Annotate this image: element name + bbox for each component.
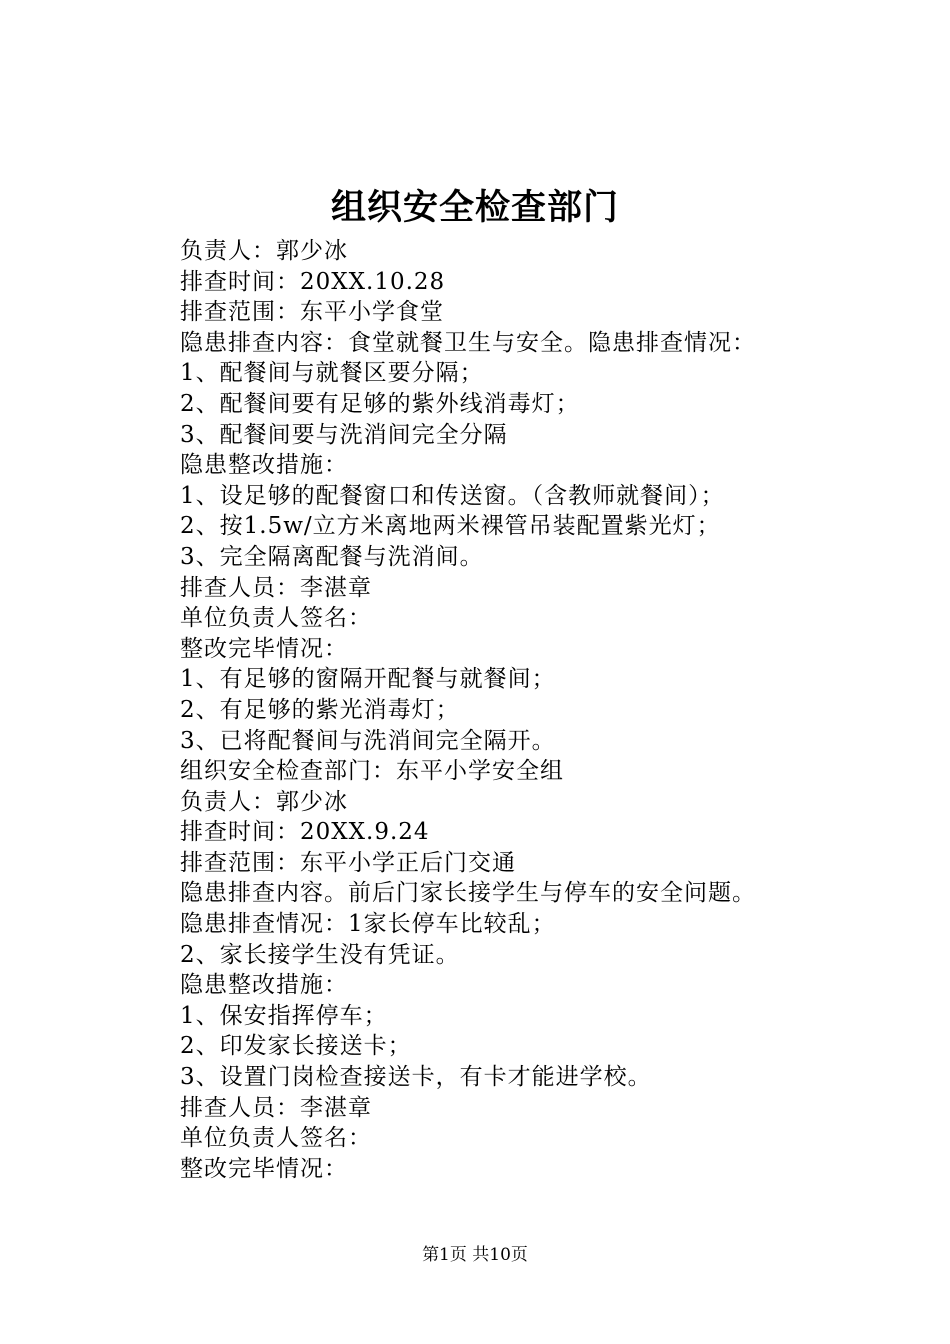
document-line: 隐患整改措施： [180, 452, 348, 479]
document-line: 3、设置门岗检查接送卡，有卡才能进学校。 [180, 1064, 652, 1091]
document-line: 隐患整改措施： [180, 972, 348, 999]
document-line: 1、设足够的配餐窗口和传送窗。（含教师就餐间）； [180, 482, 725, 509]
document-line: 整改完毕情况： [180, 635, 348, 662]
document-line: 排查人员：李湛章 [180, 574, 372, 601]
document-line: 3、完全隔离配餐与洗消间。 [180, 543, 484, 570]
document-line: 排查范围：东平小学食堂 [180, 299, 444, 326]
document-line: 排查范围：东平小学正后门交通 [180, 849, 516, 876]
document-line: 2、按1.5w/立方米离地两米裸管吊装配置紫光灯； [180, 513, 721, 540]
document-line: 2、配餐间要有足够的紫外线消毒灯； [180, 390, 580, 417]
document-title: 组织安全检查部门 [330, 187, 619, 228]
document-line: 3、配餐间要与洗消间完全分隔 [180, 421, 508, 448]
document-line: 排查时间：20XX.9.24 [180, 819, 430, 846]
document-line: 1、配餐间与就餐区要分隔； [180, 360, 484, 387]
document-body [180, 236, 820, 1184]
document-line: 组织安全检查部门：东平小学安全组 [180, 758, 564, 785]
document-line: 单位负责人签名： [180, 605, 372, 632]
document-line: 隐患排查内容：食堂就餐卫生与安全。隐患排查情况： [180, 329, 756, 356]
document-line: 负责人：郭少冰 [180, 238, 348, 264]
document-line: 排查人员：李湛章 [180, 1094, 372, 1121]
document-line: 单位负责人签名： [180, 1125, 372, 1152]
document-line: 1、保安指挥停车； [180, 1002, 388, 1029]
document-line: 隐患排查情况：1家长停车比较乱； [180, 911, 556, 938]
document-line: 整改完毕情况： [180, 1155, 348, 1182]
document-line: 2、印发家长接送卡； [180, 1033, 412, 1060]
document-line: 隐患排查内容。前后门家长接学生与停车的安全问题。 [180, 880, 756, 907]
document-line: 3、已将配餐间与洗消间完全隔开。 [180, 727, 556, 754]
page-footer: 第1页 共10页 [422, 1245, 528, 1265]
document-line: 2、有足够的紫光消毒灯； [180, 696, 460, 723]
document-line: 排查时间：20XX.10.28 [180, 268, 446, 295]
document-line: 负责人：郭少冰 [180, 788, 348, 815]
document-line: 2、家长接学生没有凭证。 [180, 941, 460, 968]
document-line: 1、有足够的窗隔开配餐与就餐间； [180, 666, 556, 693]
